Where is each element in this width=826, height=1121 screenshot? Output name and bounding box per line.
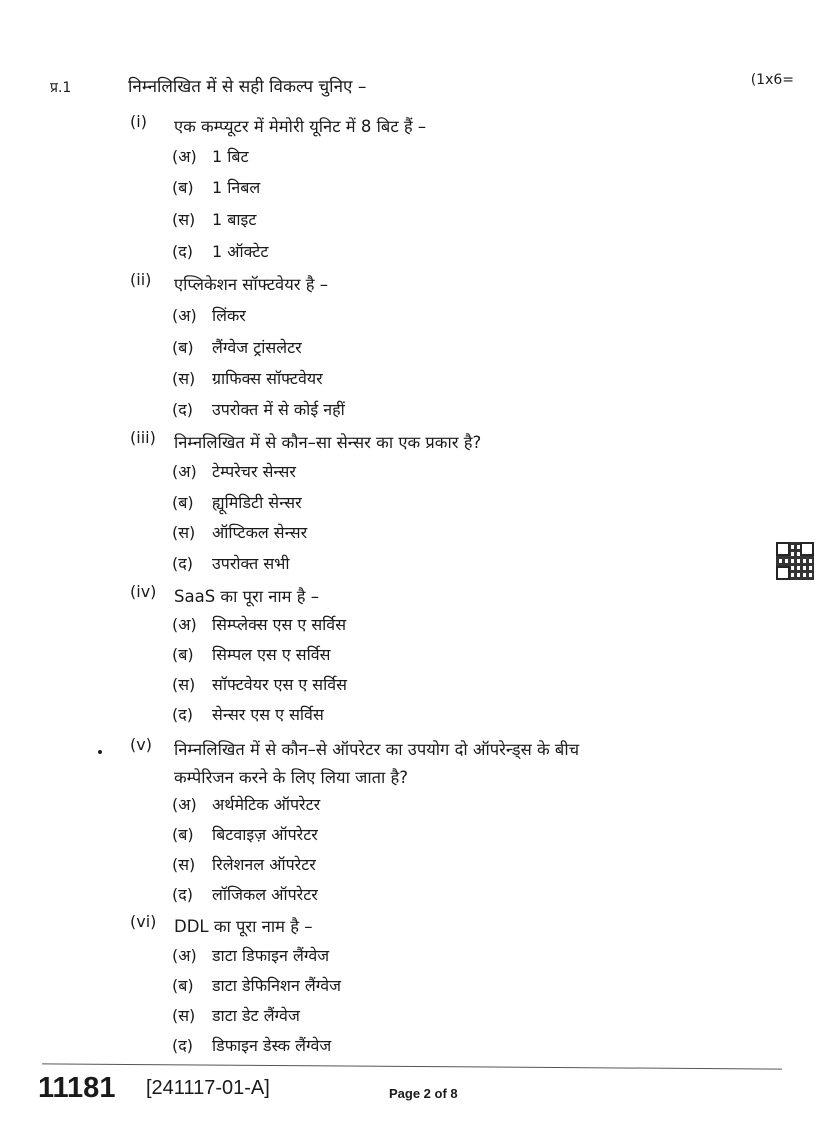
option-label: (ब) (172, 338, 194, 357)
question-marks: (1x6= (750, 72, 794, 88)
question-number: प्र.1 (50, 80, 72, 96)
option-text: डिफाइन डेस्क लैंग्वेज (212, 1036, 332, 1055)
option-label: (स) (172, 1006, 196, 1025)
option-label: (अ) (172, 147, 197, 166)
option-label: (ब) (172, 493, 194, 512)
option-text: 1 बिट (212, 147, 249, 166)
option (172, 398, 345, 420)
option-label: (द) (172, 885, 193, 904)
option-text: लॉजिकल ऑपरेटर (212, 885, 318, 904)
option-label: (ब) (172, 825, 194, 844)
option-label: (ब) (172, 976, 194, 995)
option (172, 208, 256, 230)
subquestion-text: एक कम्प्यूटर में मेमोरी यूनिट में 8 बिट हैं – (174, 117, 427, 136)
option-label: (ब) (172, 645, 194, 664)
subquestion-text-line2: कम्पेरिजन करने के लिए लिया जाता है? (174, 768, 409, 787)
option-text: उपरोक्त में से कोई नहीं (212, 400, 345, 419)
option (172, 367, 323, 389)
option-label: (द) (172, 242, 193, 261)
option-label: (स) (172, 369, 196, 388)
option-text: 1 बाइट (212, 210, 257, 229)
option (172, 240, 268, 262)
option-label: (अ) (172, 462, 197, 481)
option-label: (स) (172, 675, 196, 694)
option-text: सेन्सर एस ए सर्विस (212, 705, 324, 724)
option-text: उपरोक्त सभी (212, 554, 290, 573)
option-text: 1 निबल (212, 178, 261, 197)
option-label: (ब) (172, 178, 194, 197)
subquestion-number: (v) (130, 735, 152, 754)
option (172, 793, 320, 815)
option (172, 145, 249, 167)
paper-subcode: [241117-01-A] (146, 1077, 270, 1099)
option-text: डाटा डिफाइन लैंग्वेज (212, 946, 330, 965)
option (172, 521, 307, 543)
option (172, 974, 341, 996)
option-text: बिटवाइज़ ऑपरेटर (212, 825, 318, 844)
option (172, 883, 318, 905)
option-text: सॉफ्टवेयर एस ए सर्विस (212, 675, 347, 694)
option-text: 1 ऑक्टेट (212, 242, 269, 261)
subquestion-number: (vi) (130, 912, 157, 931)
option-text: सिम्प्लेक्स एस ए सर्विस (212, 615, 347, 634)
option (172, 823, 318, 845)
option-text: लैंग्वेज ट्रांसलेटर (212, 338, 302, 357)
option-label: (अ) (172, 306, 197, 325)
subquestion-text: SaaS का पूरा नाम है – (174, 587, 320, 606)
option (172, 1004, 300, 1026)
stray-mark (98, 750, 102, 754)
option (172, 944, 329, 966)
subquestion-number: (iv) (130, 582, 157, 601)
option (172, 613, 346, 635)
option-label: (द) (172, 1036, 193, 1055)
option-label: (अ) (172, 795, 197, 814)
subquestion-text: DDL का पूरा नाम है – (174, 917, 313, 936)
option-text: लिंकर (212, 306, 246, 325)
option-label: (स) (172, 523, 196, 542)
option (172, 1034, 331, 1056)
option-label: (स) (172, 855, 196, 874)
option-text: डाटा डेफिनिशन लैंग्वेज (212, 976, 342, 995)
subquestion-text: निम्नलिखित में से कौन–सा सेन्सर का एक प्रकार है? (174, 433, 482, 452)
option (172, 176, 260, 198)
option-text: रिलेशनल ऑपरेटर (212, 855, 316, 874)
subquestion-number: (ii) (130, 270, 152, 289)
footer-divider (42, 1063, 782, 1069)
option (172, 643, 330, 665)
question-title: निम्नलिखित में से सही विकल्प चुनिए – (128, 77, 367, 97)
page-number: Page 2 of 8 (389, 1086, 458, 1101)
option-label: (स) (172, 210, 196, 229)
option (172, 336, 302, 358)
option-text: टेम्परेचर सेन्सर (212, 462, 296, 481)
option (172, 552, 290, 574)
page-footer (38, 1072, 798, 1108)
option (172, 460, 296, 482)
option (172, 491, 302, 513)
option (172, 304, 246, 326)
question-header (50, 72, 796, 102)
subquestion-text-line1: निम्नलिखित में से कौन–से ऑपरेटर का उपयोग दो ऑपरेन्ड्स के बीच (174, 740, 580, 759)
option-text: ह्यूमिडिटी सेन्सर (212, 493, 302, 512)
paper-code: 11181 (38, 1072, 116, 1104)
subquestion-number: (iii) (130, 428, 156, 447)
option (172, 703, 324, 725)
option-label: (द) (172, 554, 193, 573)
subquestion-text: एप्लिकेशन सॉफ्टवेयर है – (174, 275, 329, 294)
option-text: डाटा डेट लैंग्वेज (212, 1006, 300, 1025)
option-text: ग्राफिक्स सॉफ्टवेयर (212, 369, 323, 388)
subquestion-number: (i) (130, 112, 147, 131)
option-label: (अ) (172, 615, 197, 634)
option-label: (द) (172, 705, 193, 724)
option-text: अर्थमेटिक ऑपरेटर (212, 795, 321, 814)
option-label: (अ) (172, 946, 197, 965)
option-text: सिम्पल एस ए सर्विस (212, 645, 331, 664)
option-label: (द) (172, 400, 193, 419)
option (172, 853, 316, 875)
qr-code-icon (776, 542, 814, 580)
option-text: ऑप्टिकल सेन्सर (212, 523, 308, 542)
option (172, 673, 347, 695)
